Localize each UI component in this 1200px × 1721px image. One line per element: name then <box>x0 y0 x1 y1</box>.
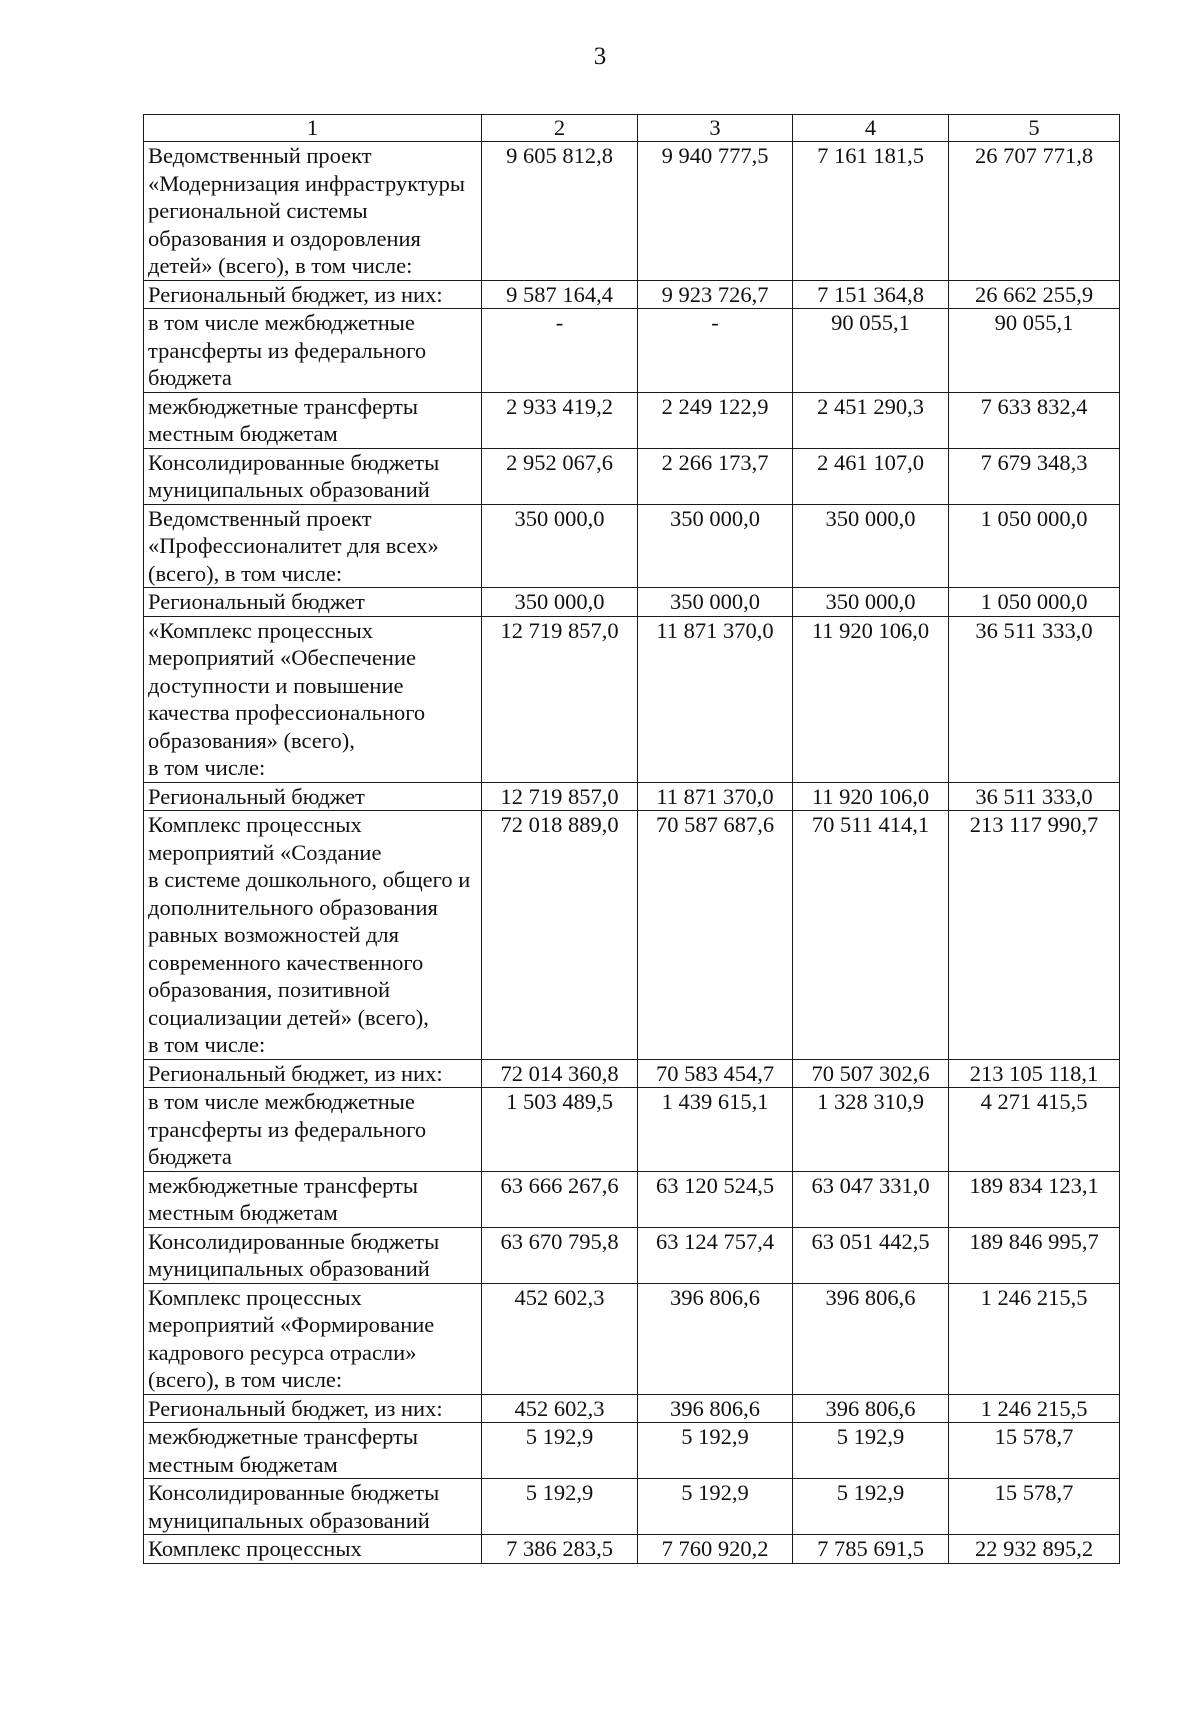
header-cell-col-3: 3 <box>638 115 793 142</box>
value-cell-col-2: - <box>482 309 638 393</box>
row-label-cell <box>144 1394 482 1423</box>
row-label: межбюджетные трансферты местным бюджетам <box>148 393 418 446</box>
table-row <box>144 588 1120 617</box>
row-label: Ведомственный проект «Модернизация инфраструктуры региональной системы образования и оздоровления детей» (всего), в том числе: <box>148 143 465 278</box>
row-label-cell <box>144 1059 482 1088</box>
table-row <box>144 504 1120 588</box>
page-number: 3 <box>593 43 607 70</box>
table-row <box>144 309 1120 393</box>
value-cell-col-2: 5 192,9 <box>482 1423 638 1479</box>
row-label: Региональный бюджет, из них: <box>148 1060 443 1086</box>
value-cell-col-4: 11 920 106,0 <box>793 782 949 811</box>
value-cell-col-3: 70 587 687,6 <box>638 811 793 1060</box>
header-cell-col-2: 2 <box>482 115 638 142</box>
table-row <box>144 392 1120 448</box>
value-cell-col-4: 350 000,0 <box>793 504 949 588</box>
value-cell-col-5: 213 117 990,7 <box>949 811 1120 1060</box>
row-label-cell <box>144 1283 482 1394</box>
value-cell-col-2: 5 192,9 <box>482 1479 638 1535</box>
value-cell-col-3: 7 760 920,2 <box>638 1535 793 1564</box>
table-header <box>144 115 1120 142</box>
value-cell-col-4: 63 047 331,0 <box>793 1171 949 1227</box>
value-cell-col-3: 9 940 777,5 <box>638 142 793 281</box>
value-cell-col-3: 350 000,0 <box>638 588 793 617</box>
value-cell-col-5: 36 511 333,0 <box>949 616 1120 782</box>
value-cell-col-2: 9 587 164,4 <box>482 280 638 309</box>
table-row <box>144 1479 1120 1535</box>
value-cell-col-4: 7 161 181,5 <box>793 142 949 281</box>
value-cell-col-4: 63 051 442,5 <box>793 1227 949 1283</box>
value-cell-col-2: 12 719 857,0 <box>482 782 638 811</box>
table-row <box>144 448 1120 504</box>
value-cell-col-2: 63 670 795,8 <box>482 1227 638 1283</box>
table-row <box>144 280 1120 309</box>
row-label-cell <box>144 1171 482 1227</box>
value-cell-col-3: 1 439 615,1 <box>638 1088 793 1172</box>
value-cell-col-2: 2 933 419,2 <box>482 392 638 448</box>
value-cell-col-3: 63 124 757,4 <box>638 1227 793 1283</box>
value-cell-col-2: 350 000,0 <box>482 504 638 588</box>
value-cell-col-4: 90 055,1 <box>793 309 949 393</box>
value-cell-col-3: 5 192,9 <box>638 1479 793 1535</box>
row-label-cell <box>144 1423 482 1479</box>
value-cell-col-3: 396 806,6 <box>638 1283 793 1394</box>
value-cell-col-4: 2 461 107,0 <box>793 448 949 504</box>
row-label: в том числе межбюджетные трансферты из федерального бюджета <box>148 310 427 390</box>
value-cell-col-5: 1 050 000,0 <box>949 588 1120 617</box>
header-row <box>144 115 1120 142</box>
row-label: Комплекс процессных мероприятий «Создание в системе дошкольного, общего и дополнительного образования равных возможностей для современного качественного образования, позитивной социализации детей» (всего), в том числе: <box>148 812 471 1057</box>
row-label-cell <box>144 448 482 504</box>
table-row <box>144 1394 1120 1423</box>
table-row <box>144 782 1120 811</box>
value-cell-col-5: 7 633 832,4 <box>949 392 1120 448</box>
value-cell-col-2: 12 719 857,0 <box>482 616 638 782</box>
value-cell-col-5: 1 246 215,5 <box>949 1283 1120 1394</box>
table-row <box>144 1088 1120 1172</box>
row-label: Консолидированные бюджеты муниципальных образований <box>148 449 440 502</box>
value-cell-col-5: 90 055,1 <box>949 309 1120 393</box>
header-cell-col-5: 5 <box>949 115 1120 142</box>
value-cell-col-3: 9 923 726,7 <box>638 280 793 309</box>
value-cell-col-5: 7 679 348,3 <box>949 448 1120 504</box>
value-cell-col-5: 4 271 415,5 <box>949 1088 1120 1172</box>
row-label: «Комплекс процессных мероприятий «Обеспечение доступности и повышение качества профессионального образования» (всего), в том числе: <box>148 617 426 780</box>
value-cell-col-3: 2 249 122,9 <box>638 392 793 448</box>
value-cell-col-5: 1 050 000,0 <box>949 504 1120 588</box>
value-cell-col-4: 7 151 364,8 <box>793 280 949 309</box>
row-label-cell <box>144 1535 482 1564</box>
value-cell-col-3: 11 871 370,0 <box>638 782 793 811</box>
row-label: Региональный бюджет <box>148 589 365 614</box>
value-cell-col-3: 5 192,9 <box>638 1423 793 1479</box>
value-cell-col-5: 1 246 215,5 <box>949 1394 1120 1423</box>
value-cell-col-5: 26 662 255,9 <box>949 280 1120 309</box>
table-row <box>144 1423 1120 1479</box>
table-row <box>144 1535 1120 1564</box>
value-cell-col-2: 1 503 489,5 <box>482 1088 638 1172</box>
row-label-cell <box>144 811 482 1060</box>
value-cell-col-5: 22 932 895,2 <box>949 1535 1120 1564</box>
value-cell-col-4: 2 451 290,3 <box>793 392 949 448</box>
row-label-cell <box>144 1227 482 1283</box>
table-body <box>144 142 1120 1564</box>
value-cell-col-4: 70 511 414,1 <box>793 811 949 1060</box>
budget-table <box>143 114 1120 1564</box>
value-cell-col-4: 1 328 310,9 <box>793 1088 949 1172</box>
row-label: Комплекс процессных <box>148 1536 362 1561</box>
table-row <box>144 1283 1120 1394</box>
table-row <box>144 1171 1120 1227</box>
row-label: межбюджетные трансферты местным бюджетам <box>148 1424 418 1477</box>
value-cell-col-4: 70 507 302,6 <box>793 1059 949 1088</box>
table-row <box>144 811 1120 1060</box>
value-cell-col-4: 5 192,9 <box>793 1423 949 1479</box>
row-label-cell <box>144 616 482 782</box>
value-cell-col-2: 72 018 889,0 <box>482 811 638 1060</box>
value-cell-col-5: 189 846 995,7 <box>949 1227 1120 1283</box>
table-row <box>144 142 1120 281</box>
value-cell-col-2: 7 386 283,5 <box>482 1535 638 1564</box>
value-cell-col-5: 189 834 123,1 <box>949 1171 1120 1227</box>
value-cell-col-4: 11 920 106,0 <box>793 616 949 782</box>
table-row <box>144 1227 1120 1283</box>
value-cell-col-2: 9 605 812,8 <box>482 142 638 281</box>
row-label-cell <box>144 782 482 811</box>
row-label: Комплекс процессных мероприятий «Формирование кадрового ресурса отрасли» (всего), в том числе: <box>148 1284 435 1392</box>
value-cell-col-4: 5 192,9 <box>793 1479 949 1535</box>
value-cell-col-4: 350 000,0 <box>793 588 949 617</box>
header-cell-col-1: 1 <box>144 115 482 142</box>
row-label-cell <box>144 1479 482 1535</box>
row-label-cell <box>144 588 482 617</box>
value-cell-col-3: 396 806,6 <box>638 1394 793 1423</box>
value-cell-col-2: 452 602,3 <box>482 1283 638 1394</box>
value-cell-col-5: 15 578,7 <box>949 1479 1120 1535</box>
row-label-cell <box>144 142 482 281</box>
value-cell-col-3: 11 871 370,0 <box>638 616 793 782</box>
value-cell-col-5: 15 578,7 <box>949 1423 1120 1479</box>
row-label: Региональный бюджет, из них: <box>148 1395 443 1421</box>
value-cell-col-4: 396 806,6 <box>793 1283 949 1394</box>
row-label-cell <box>144 392 482 448</box>
row-label: Ведомственный проект «Профессионалитет для всех» (всего), в том числе: <box>148 505 439 586</box>
row-label: Региональный бюджет <box>148 783 365 809</box>
header-cell-col-4: 4 <box>793 115 949 142</box>
value-cell-col-3: 63 120 524,5 <box>638 1171 793 1227</box>
row-label-cell <box>144 504 482 588</box>
value-cell-col-4: 7 785 691,5 <box>793 1535 949 1564</box>
value-cell-col-5: 36 511 333,0 <box>949 782 1120 811</box>
row-label-cell <box>144 1088 482 1172</box>
value-cell-col-4: 396 806,6 <box>793 1394 949 1423</box>
value-cell-col-2: 63 666 267,6 <box>482 1171 638 1227</box>
value-cell-col-2: 2 952 067,6 <box>482 448 638 504</box>
table-row <box>144 616 1120 782</box>
value-cell-col-5: 26 707 771,8 <box>949 142 1120 281</box>
row-label: межбюджетные трансферты местным бюджетам <box>148 1172 418 1225</box>
row-label-cell <box>144 309 482 393</box>
value-cell-col-2: 452 602,3 <box>482 1394 638 1423</box>
value-cell-col-3: 70 583 454,7 <box>638 1059 793 1088</box>
row-label: Консолидированные бюджеты муниципальных образований <box>148 1480 440 1533</box>
value-cell-col-2: 72 014 360,8 <box>482 1059 638 1088</box>
row-label: в том числе межбюджетные трансферты из федерального бюджета <box>148 1089 427 1169</box>
value-cell-col-3: 350 000,0 <box>638 504 793 588</box>
value-cell-col-5: 213 105 118,1 <box>949 1059 1120 1088</box>
row-label: Консолидированные бюджеты муниципальных образований <box>148 1228 440 1281</box>
table-row <box>144 1059 1120 1088</box>
value-cell-col-3: - <box>638 309 793 393</box>
row-label: Региональный бюджет, из них: <box>148 281 443 307</box>
value-cell-col-3: 2 266 173,7 <box>638 448 793 504</box>
value-cell-col-2: 350 000,0 <box>482 588 638 617</box>
row-label-cell <box>144 280 482 309</box>
